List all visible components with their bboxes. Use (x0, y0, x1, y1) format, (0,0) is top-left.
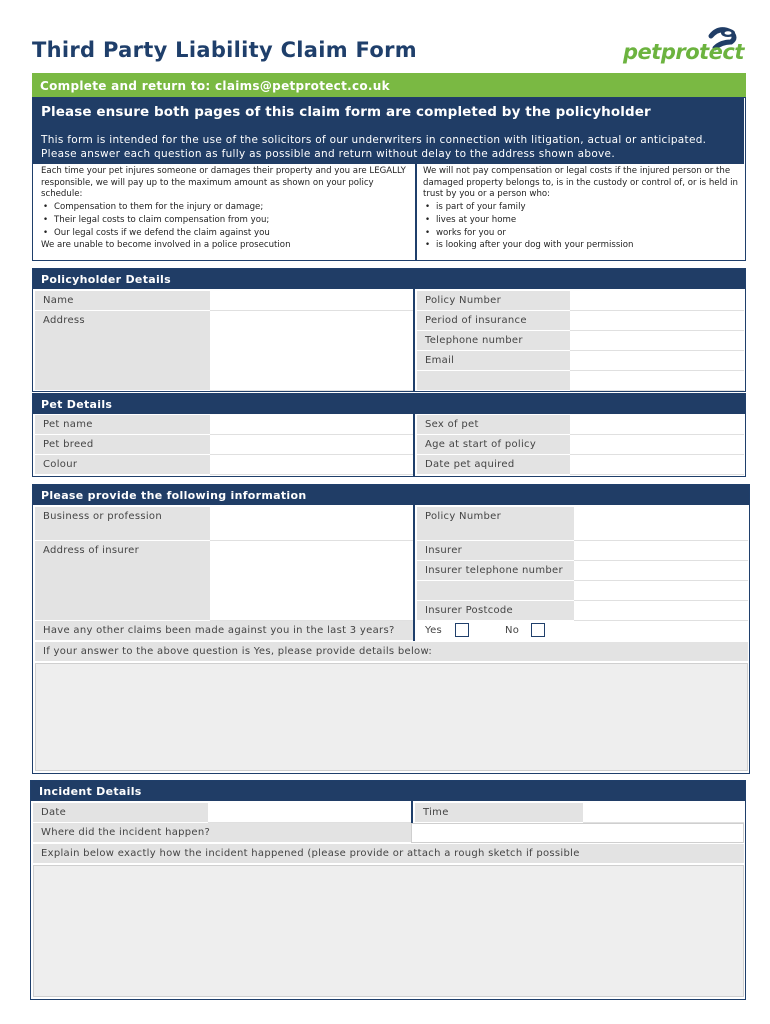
information-section (32, 484, 750, 774)
insurer-tel-extra-label (417, 581, 574, 601)
where-label: Where did the incident happen? (33, 823, 411, 843)
logo-wordmark: petprotect (623, 40, 744, 64)
cover-column (41, 166, 411, 252)
info-policy-number-label: Policy Number (417, 507, 574, 541)
no-label: No (505, 625, 520, 636)
pet-breed-label: Pet breed (35, 435, 210, 455)
period-label: Period of insurance (417, 311, 570, 331)
column-divider (413, 289, 415, 391)
intro-text: This form is intended for the use of the solicitors of our underwriters in connection with litigation, actual or anticipated. Please answer each question as fully as possible and return without delay to the address shown above. (41, 134, 707, 160)
age-label: Age at start of policy (417, 435, 570, 455)
sex-field[interactable] (570, 415, 744, 435)
exclusion-list (423, 202, 741, 252)
insurer-tel-label: Insurer telephone number (417, 561, 574, 581)
intro-divider (415, 164, 417, 260)
exclusion-column (423, 166, 741, 253)
insurer-postcode-label: Insurer Postcode (417, 601, 574, 621)
cover-tail: We are unable to become involved in a police prosecution (41, 240, 291, 251)
colour-label: Colour (35, 455, 210, 475)
insurer-tel-field[interactable] (574, 561, 748, 581)
sex-label: Sex of pet (417, 415, 570, 435)
yes-label: Yes (425, 625, 443, 636)
date-acquired-field[interactable] (570, 455, 744, 475)
intro-panel (32, 97, 746, 261)
business-label: Business or profession (35, 507, 210, 541)
list-item: • Our legal costs if we defend the claim against you (41, 228, 411, 240)
explain-prompt: Explain below exactly how the incident happened (please provide or attach a rough sketch if possible (33, 844, 744, 864)
pet-name-field[interactable] (210, 415, 413, 435)
details-prompt: If your answer to the above question is Yes, please provide details below: (35, 642, 748, 662)
pet-name-label: Pet name (35, 415, 210, 435)
business-field[interactable] (210, 507, 413, 541)
incident-explanation-textarea[interactable] (33, 865, 744, 997)
policy-number-label: Policy Number (417, 291, 570, 311)
date-acquired-label: Date pet aquired (417, 455, 570, 475)
column-divider (413, 505, 415, 641)
address-field[interactable] (210, 311, 413, 391)
time-label: Time (415, 803, 583, 823)
address-insurer-label: Address of insurer (35, 541, 210, 621)
return-address-bar: Complete and return to: claims@petprotect.co.uk (32, 73, 746, 97)
section-heading: Incident Details (31, 781, 745, 801)
column-divider (413, 414, 415, 476)
pet-breed-field[interactable] (210, 435, 413, 455)
insurer-label: Insurer (417, 541, 574, 561)
cover-lead: Each time your pet injures someone or damages their property and you are LEGALLY responsible, we will pay up to the maximum amount as shown on your policy schedule: (41, 166, 406, 200)
pet-section (32, 393, 746, 477)
insurer-postcode-field[interactable] (574, 601, 748, 621)
email-field[interactable] (570, 351, 744, 371)
telephone-field[interactable] (570, 331, 744, 351)
age-field[interactable] (570, 435, 744, 455)
intro-header (33, 98, 744, 164)
email-extra-field[interactable] (570, 371, 744, 391)
list-item: • Their legal costs to claim compensation from you; (41, 215, 411, 227)
name-label: Name (35, 291, 210, 311)
policy-number-field[interactable] (570, 291, 744, 311)
section-heading: Pet Details (33, 394, 745, 414)
insurer-field[interactable] (574, 541, 748, 561)
cover-list (41, 202, 411, 239)
period-field[interactable] (570, 311, 744, 331)
no-checkbox[interactable] (531, 623, 545, 637)
email-extra-label (417, 371, 570, 391)
date-label: Date (33, 803, 208, 823)
intro-title: Please ensure both pages of this claim form are completed by the policyholder (41, 104, 651, 120)
yes-checkbox[interactable] (455, 623, 469, 637)
list-item: • works for you or (423, 228, 741, 240)
colour-field[interactable] (210, 455, 413, 475)
time-field[interactable] (583, 803, 744, 823)
policyholder-section (32, 268, 746, 392)
exclusion-lead: We will not pay compensation or legal costs if the injured person or the damaged property belongs to, is in the custody or control of, or is held in trust by you or a person who: (423, 166, 738, 200)
column-divider (411, 801, 413, 823)
date-field[interactable] (208, 803, 411, 823)
section-heading: Please provide the following information (33, 485, 749, 505)
list-item: • lives at your home (423, 215, 741, 227)
address-insurer-field[interactable] (210, 541, 413, 621)
other-claims-question: Have any other claims been made against you in the last 3 years? (35, 621, 413, 641)
telephone-label: Telephone number (417, 331, 570, 351)
claim-details-textarea[interactable] (35, 663, 748, 771)
where-field[interactable] (411, 823, 744, 843)
list-item: • Compensation to them for the injury or damage; (41, 202, 411, 214)
incident-section (30, 780, 746, 1000)
list-item: • is part of your family (423, 202, 741, 214)
list-item: • is looking after your dog with your permission (423, 240, 741, 252)
section-heading: Policyholder Details (33, 269, 745, 289)
insurer-tel-extra-field[interactable] (574, 581, 748, 601)
address-label: Address (35, 311, 210, 391)
email-label: Email (417, 351, 570, 371)
form-title: Third Party Liability Claim Form (32, 38, 417, 62)
info-policy-number-field[interactable] (574, 507, 748, 541)
petprotect-logo (615, 26, 745, 70)
name-field[interactable] (210, 291, 413, 311)
